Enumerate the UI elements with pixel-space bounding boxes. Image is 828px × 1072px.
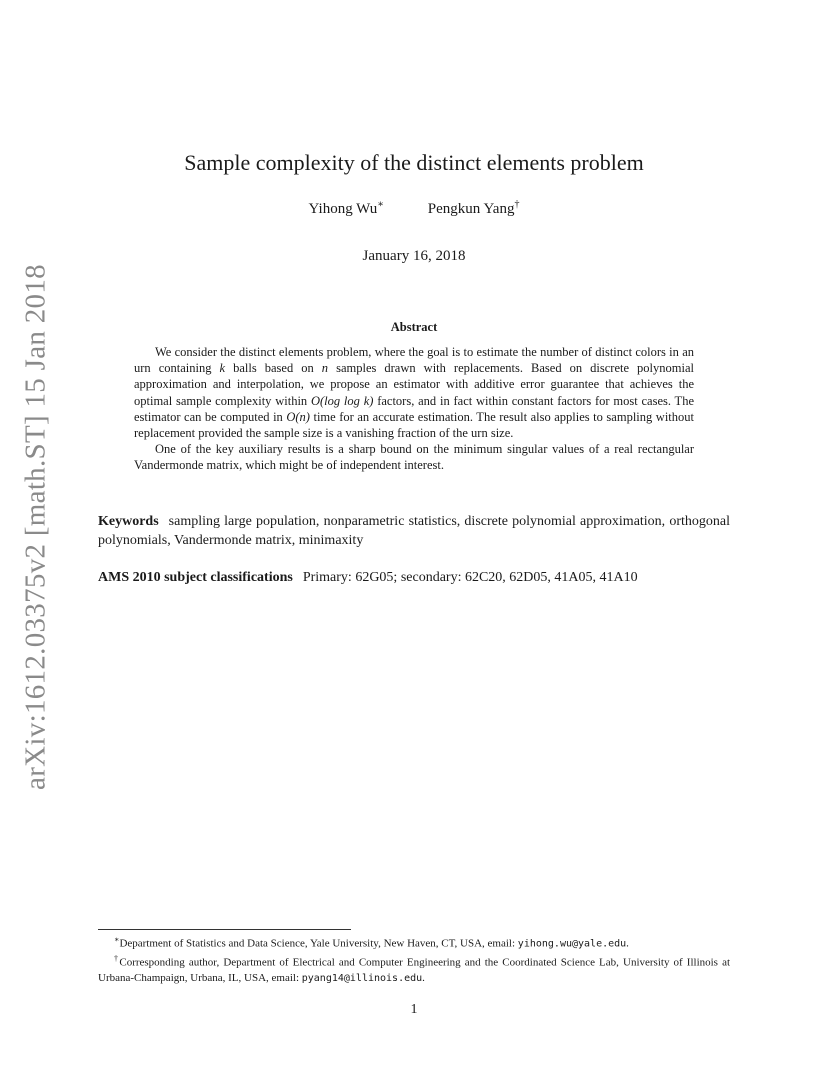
ams-label: AMS 2010 subject classifications	[98, 570, 293, 585]
footnote-2-mark: †	[114, 954, 120, 964]
keywords-text: sampling large population, nonparametric statistics, discrete polynomial approximation, orthogonal polynomials, Vandermonde matrix, minimaxity	[98, 514, 730, 548]
paper-date: January 16, 2018	[362, 248, 466, 264]
abstract-text: We consider the distinct elements problem, where the goal is to estimate the number of distinct colors in an urn containing	[134, 345, 694, 376]
author-2	[428, 199, 520, 218]
footnote-1-end: .	[626, 937, 629, 950]
math-variable: n	[321, 361, 329, 376]
abstract-text: factors, and in fact within constant factors for most cases. The estimator can be computed in	[134, 393, 694, 424]
footnotes	[98, 933, 730, 986]
footnote-divider	[98, 929, 351, 930]
arxiv-identifier-stamp: arXiv:1612.03375v2 [math.ST] 15 Jan 2018	[19, 264, 52, 790]
author-1	[309, 199, 385, 218]
ams-text: Primary: 62G05; secondary: 62C20, 62D05, 41A05, 41A10	[302, 570, 638, 585]
author-1-footnote-mark: ∗	[377, 199, 385, 210]
ams-classification-section	[98, 569, 738, 588]
abstract-paragraph-2: One of the key auxiliary results is a sharp bound on the minimum singular values of a real rectangular Vandermonde matrix, which might be of independent interest.	[134, 442, 694, 473]
paper-title: Sample complexity of the distinct elements problem	[184, 150, 644, 175]
author-2-footnote-mark: †	[514, 199, 520, 210]
abstract-text: samples drawn with replacements. Based on discrete polynomial approximation and interpolation, we propose an estimator with additive error guarantee that achieves the optimal sample complexity within	[134, 361, 694, 408]
abstract-paragraph-1	[134, 344, 694, 441]
abstract-heading: Abstract	[390, 320, 438, 334]
abstract-text: balls based on	[225, 361, 322, 376]
math-variable: k	[219, 361, 226, 376]
footnote-1	[98, 933, 730, 952]
author-1-name: Yihong Wu	[308, 201, 378, 217]
abstract-body	[134, 344, 694, 474]
abstract-text: time for an accurate estimation. The result also applies to sampling without replacement provided the sample size is a vanishing fraction of the urn size.	[134, 409, 694, 441]
math-expression: O(log log k)	[310, 393, 374, 408]
page-number: 1	[410, 1002, 418, 1017]
footnote-2-end: .	[422, 971, 425, 984]
footnote-2-email: pyang14@illinois.edu	[301, 972, 423, 984]
author-list	[0, 199, 828, 218]
footnote-2	[98, 952, 730, 986]
keywords-section	[98, 513, 730, 550]
footnote-1-mark: ∗	[114, 935, 120, 944]
keywords-label: Keywords	[98, 514, 159, 529]
footnote-1-email: yihong.wu@yale.edu	[517, 938, 627, 950]
footnote-1-text: Department of Statistics and Data Science, Yale University, New Haven, CT, USA, email:	[119, 937, 518, 950]
math-expression: O(n)	[286, 409, 310, 424]
author-2-name: Pengkun Yang	[427, 201, 515, 217]
footnote-2-text: Corresponding author, Department of Electrical and Computer Engineering and the Coordinated Science Lab, University of Illinois at Urbana-Champaign, Urbana, IL, USA, email:	[98, 956, 731, 984]
